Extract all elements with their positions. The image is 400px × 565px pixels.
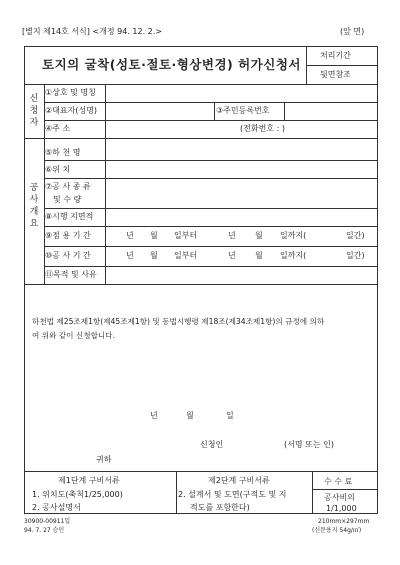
construction-start-year: 년 xyxy=(126,251,134,260)
occupation-start-year: 년 xyxy=(126,231,134,240)
addressee: 귀하 xyxy=(96,455,112,464)
occupation-from: 일부터 xyxy=(174,231,198,240)
construction-from: 일부터 xyxy=(174,251,198,260)
paper-size: 210mm×297mm xyxy=(318,518,370,525)
company-name-label: ①상호 및 명칭 xyxy=(45,88,96,97)
stage1-document-2: 2. 공사설명서 xyxy=(32,503,81,512)
application-statement-line2: 여 위와 같이 신청합니다. xyxy=(32,331,116,340)
purpose-label: ⑪목적 및 사유 xyxy=(45,270,97,279)
approval-date: 94. 7. 27 승인 xyxy=(24,527,65,534)
construction-to: 일까지( xyxy=(280,251,307,260)
form-code: 30900-00911일 xyxy=(24,518,71,525)
processing-period-value: 뒷면참조 xyxy=(320,70,351,79)
construction-days: 일간) xyxy=(346,251,365,260)
stage2-documents-title: 제2단계 구비서류 xyxy=(208,476,270,485)
stage1-document-1: 1. 위치도(축척1/25,000) xyxy=(32,490,123,499)
site-area-label: ⑧시행 지면적 xyxy=(45,212,94,221)
paper-type: (신문용지 54g/㎡) xyxy=(312,527,362,534)
occupation-to: 일까지( xyxy=(280,231,307,240)
date-year: 년 xyxy=(150,411,158,420)
representative-label: ②대표자(성명) xyxy=(45,106,98,115)
page-side-label: (앞 면) xyxy=(340,27,365,36)
signature-note: (서명 또는 인) xyxy=(284,440,334,449)
stage1-documents-title: 제1단계 구비서류 xyxy=(58,476,120,485)
applicant-section-label: 신청자 xyxy=(29,94,39,128)
construction-end-year: 년 xyxy=(228,251,236,260)
construction-start-month: 월 xyxy=(150,251,158,260)
form-title: 토지의 굴착(성토·절토·형상변경) 허가신청서 xyxy=(42,57,301,72)
fee-title: 수 수 료 xyxy=(324,477,353,486)
processing-period-label: 처리기간 xyxy=(320,51,351,60)
application-statement-line1: 하천법 제25조제1항(제45조제1항) 및 동법시행령 제18조(제34조제1항)의 규정에 의하 xyxy=(32,317,325,326)
stage2-document-2: 적도를 포함한다) xyxy=(190,503,250,512)
river-name-label: ⑤하 천 명 xyxy=(45,148,81,157)
work-type-label: ⑦공 사 종 류 xyxy=(45,182,91,191)
phone-label: (전화번호 : ) xyxy=(240,124,285,133)
stage2-document-1: 2. 설계서 및 도면(구적도 및 지 xyxy=(178,490,287,499)
occupation-end-month: 월 xyxy=(255,231,263,240)
work-section-label: 공사개요 xyxy=(29,183,39,229)
occupation-period-label: ⑨점 용 기 간 xyxy=(45,231,91,240)
address-label: ④주 소 xyxy=(45,124,71,133)
fee-basis: 공사비의 xyxy=(324,493,355,502)
construction-end-month: 월 xyxy=(255,251,263,260)
resident-number-label: ③주민등록번호 xyxy=(216,106,270,115)
occupation-end-year: 년 xyxy=(228,231,236,240)
date-month: 월 xyxy=(186,411,194,420)
applicant-signature-label: 신청인 xyxy=(200,440,224,449)
form-reference: [별지 제14호 서식] <개정 94. 12. 2.> xyxy=(22,27,162,36)
location-label: ⑥위 치 xyxy=(45,165,71,174)
construction-period-label: ⑩공 사 기 간 xyxy=(45,251,91,260)
occupation-start-month: 월 xyxy=(150,231,158,240)
date-day: 일 xyxy=(226,411,234,420)
fee-rate: 1/1,000 xyxy=(326,504,357,513)
work-quantity-label: 및 수 량 xyxy=(53,195,82,204)
occupation-days: 일간) xyxy=(346,231,365,240)
